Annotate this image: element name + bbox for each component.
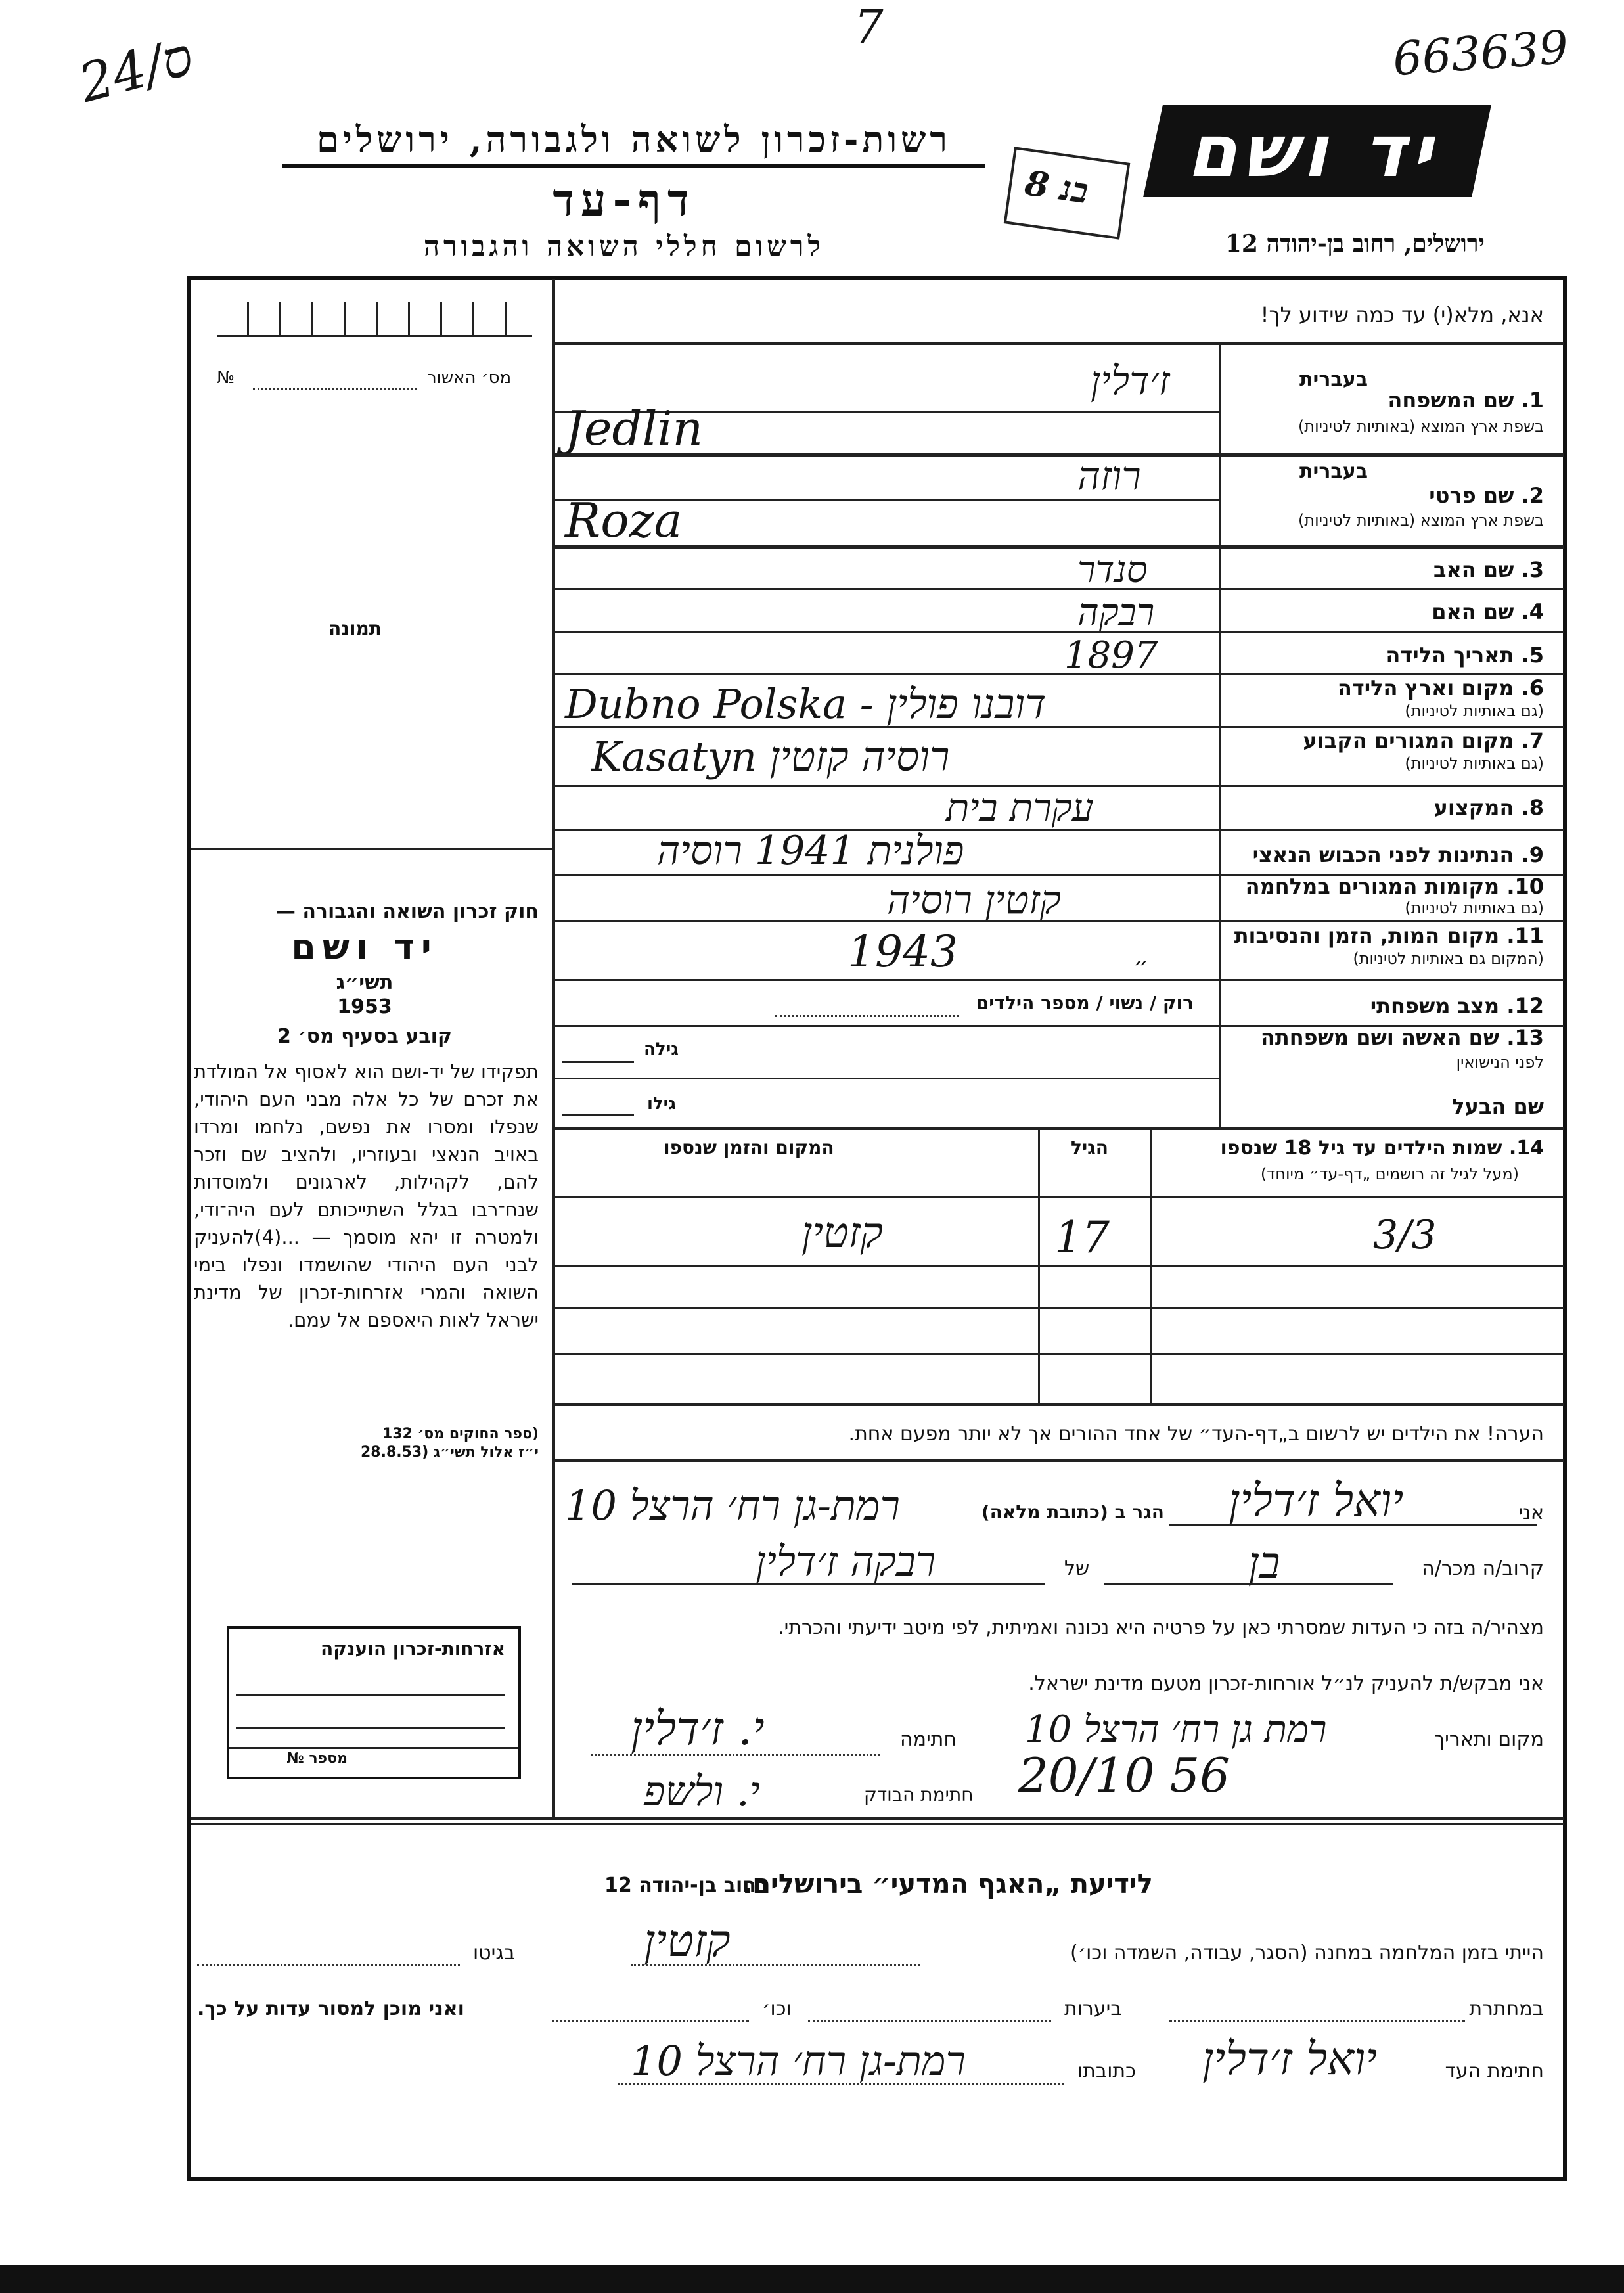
checker-label: חתימת הבודק xyxy=(864,1784,974,1805)
approval-no-sign: № xyxy=(217,368,235,388)
law-name: יד ושם xyxy=(291,926,438,968)
doc-subtitle: לרשום חללי השואה והגבורה xyxy=(423,230,825,262)
field-4-value: רבקה xyxy=(1077,591,1155,634)
field-11-line xyxy=(555,979,1564,981)
approval-line xyxy=(253,388,417,390)
org-line: רשות-זכרון לשואה ולגבורה, ירושלים xyxy=(282,118,985,168)
children-header-rule xyxy=(555,1196,1564,1198)
relation-of: של xyxy=(1064,1557,1090,1580)
registration-stamp xyxy=(1004,147,1131,240)
field-1-value-latin: Jedlin xyxy=(565,401,703,456)
field-7-sub2: (גם באותיות לטיניות) xyxy=(1405,754,1544,773)
citizenship-box xyxy=(227,1626,521,1779)
field-2-value-he: רוזה xyxy=(1077,453,1141,499)
citizenship-box-line-3 xyxy=(229,1747,518,1749)
law-clause: קובע בסעיף מס׳ 2 xyxy=(277,1025,453,1048)
children-sub: (מעל לגיל זה רושמים „דף-עד״ מיוחד) xyxy=(1260,1165,1519,1183)
relation-person-line xyxy=(572,1583,1045,1585)
field-10-value: קזטין רוסיה xyxy=(887,877,1062,923)
child-1-age: 17 xyxy=(1054,1212,1110,1263)
logo-text: יד ושם xyxy=(1183,109,1452,193)
date-value: 20/10 56 xyxy=(1018,1748,1230,1803)
field-11-label: 11. מקום המות, הזמן והנסיבות xyxy=(1234,923,1544,948)
footer-line3-start: חתימת העד xyxy=(1445,2060,1544,2083)
footer-divider-2 xyxy=(191,1823,1564,1825)
field-10-label: 10. מקומות המגורים במלחמה xyxy=(1245,874,1544,899)
scan-edge xyxy=(0,2265,1624,2293)
field-13-label: 13. שם האשה ושם משפחתה xyxy=(1260,1025,1544,1050)
field-13-age-line xyxy=(562,1061,634,1063)
rule-top xyxy=(555,342,1564,345)
witness-name-line xyxy=(1169,1524,1537,1526)
citizenship-box-line-2 xyxy=(236,1727,505,1729)
field-6-label: 6. מקום וארץ הלידה xyxy=(1337,675,1544,700)
field-12-line xyxy=(775,1015,959,1017)
footer-address: רחוב בן-יהודה 12 xyxy=(604,1874,768,1897)
footer-line3-address: רמת-גן רח׳ הרצל 10 xyxy=(631,2037,966,2085)
relation-prefix: קרוב/ה מכר/ה xyxy=(1422,1557,1544,1580)
handwritten-page-number: 24/ס xyxy=(72,26,200,114)
footer-line1-value: קזטין xyxy=(644,1915,731,1967)
sidebar-divider xyxy=(552,279,555,1817)
husband-age-line xyxy=(562,1114,634,1116)
field-9-value: פולנית 1941 רוסיה xyxy=(657,828,964,874)
relation-person: רבקה ז׳דלין xyxy=(756,1537,936,1585)
field-6-value: Dubno Polska - דובנו פולין xyxy=(565,680,1047,728)
instruction: אנא, מלא(י) עד כמה שידוע לך! xyxy=(1260,302,1544,327)
field-1-value-he: ז׳דלין xyxy=(1091,358,1170,404)
footer-line1-fill xyxy=(631,1964,920,1966)
children-label: 14. שמות הילדים עד גיל 18 שנספו xyxy=(1220,1137,1544,1160)
handwritten-file-number: 663639 xyxy=(1391,20,1570,87)
field-7-label: 7. מקום המגורים הקבוע xyxy=(1303,728,1544,753)
field-3-line xyxy=(555,588,1564,590)
signature-label: חתימה xyxy=(900,1728,957,1751)
field-3-label: 3. שם האב xyxy=(1433,557,1544,582)
children-top-rule xyxy=(555,1127,1564,1130)
footer-line3-fill xyxy=(618,2083,1064,2085)
footer-line2-mid2: וכו׳ xyxy=(762,1997,792,2020)
footer-line2-fill-1 xyxy=(1169,2020,1465,2022)
citizenship-box-title: אזרחות-זכרון הוענקה xyxy=(321,1638,505,1660)
approval-ticks xyxy=(217,302,532,337)
children-bottom-rule xyxy=(555,1403,1564,1406)
witness-address: רמת-גן רח׳ הרצל 10 xyxy=(565,1482,900,1530)
field-13-line xyxy=(555,1078,1219,1079)
citizenship-request: אני מבקש/ת להעניק לנ״ל אורחות-זכרון מטעם מדינת ישראל. xyxy=(1028,1672,1544,1695)
relation-line xyxy=(1104,1583,1393,1585)
place-date-value: רמת גן רח׳ הרצל 10 xyxy=(1025,1708,1327,1751)
field-1-sub1: בעברית xyxy=(1299,368,1368,391)
children-row-2 xyxy=(555,1307,1564,1309)
footer-divider xyxy=(191,1817,1564,1820)
children-col-place: המקום והזמן שנספו xyxy=(664,1137,834,1158)
footer-line2-end: ואני מוכן למסור עדות על כך. xyxy=(197,1997,464,2020)
child-1-name: 3/3 xyxy=(1373,1212,1437,1258)
field-4-line xyxy=(555,631,1564,633)
footer-title: לידיעת „האגף המדעי״ בירושלים. xyxy=(742,1869,1153,1899)
child-1-place: קזטין xyxy=(801,1209,883,1258)
citizenship-box-line-1 xyxy=(236,1694,505,1696)
header-address: ירושלים, רחוב בן-יהודה 12 xyxy=(1225,230,1485,258)
field-9-label: 9. הנתינות לפני הכבוש הנאצי xyxy=(1252,842,1544,867)
field-1-line-latin xyxy=(555,453,1564,457)
field-4-label: 4. שם האם xyxy=(1432,599,1544,624)
signature-value: י. ז׳דלין xyxy=(631,1702,765,1756)
footer-line2-fill-2 xyxy=(808,2020,1051,2022)
husband-age-label: גילו xyxy=(647,1094,676,1114)
footer-line3-sig: יואל ז׳דלין xyxy=(1202,2033,1378,2085)
field-8-value: עקרת בית xyxy=(946,785,1094,830)
field-5-value: 1897 xyxy=(1064,634,1158,677)
citizenship-box-number: מספר № xyxy=(286,1750,348,1767)
law-year: 1953 xyxy=(337,995,392,1018)
photo-label: תמונה xyxy=(328,618,382,639)
field-13-age-label: גילה xyxy=(644,1039,679,1059)
ditto-mark: ״ xyxy=(1133,953,1149,980)
photo-bottom-rule xyxy=(191,848,552,850)
children-row-3 xyxy=(555,1353,1564,1355)
field-7-value: Kasatyn רוסיה קזטין xyxy=(591,733,950,781)
witness-address-label: הגר ב (כתובת מלאה) xyxy=(981,1501,1164,1523)
field-12-label: 12. מצב משפחתי xyxy=(1370,993,1544,1018)
field-11-sub2: (המקום גם באותיות לטיניות) xyxy=(1353,949,1544,968)
note-bottom-rule xyxy=(555,1459,1564,1462)
law-title: חוק זכרון השואה והגבורה — xyxy=(275,900,539,923)
footer-line1-end: בגיטו xyxy=(473,1941,516,1964)
law-text: תפקידו של יד-ושם הוא לאסוף אל המולדת את זכרם של כל אלה מבני העם היהודי, שנפלו ומסרו את נפשם, נלחמו ומרדו באויב הנאצי ובעוזריו, ולהציב שם וזכר להם, לקהילות, לארגונים ולמוסדות שנח־רבו בגלל השתייכותם לעם היה־ודי, ולמטרה זו יהא מוסמך — ...(4)להעניק לבני העם היהודי שהושמדו ונפלו בימי השואה והמרי אזרחות-זכרון של מדינת ישראל לאות היאספם אל עמם. xyxy=(194,1060,539,1331)
law-source-1: (ספר החוקים מס׳ 132 xyxy=(382,1426,539,1442)
footer-line1-start: הייתי בזמן המלחמה במחנה (הסגר, עבודה, השמדה וכו׳) xyxy=(1070,1941,1544,1964)
footer-line2-fill-3 xyxy=(552,2020,749,2022)
stamp-text: 8 בנ xyxy=(1022,163,1091,212)
husband-label: שם הבעל xyxy=(1452,1094,1544,1119)
witness-name: יואל ז׳דלין xyxy=(1229,1475,1404,1527)
relation-value: בן xyxy=(1248,1537,1280,1588)
footer-line3-mid: כתובתו xyxy=(1077,2060,1136,2083)
field-2-value-latin: Roza xyxy=(565,493,683,548)
witness-prefix: אני xyxy=(1518,1501,1544,1524)
field-2-sub1: בעברית xyxy=(1299,460,1368,483)
field-11-value: 1943 xyxy=(847,926,958,977)
footer-line2-start: במחתרת xyxy=(1469,1997,1544,2020)
field-5-label: 5. תאריך הלידה xyxy=(1386,643,1544,668)
footer-line1-fill-2 xyxy=(197,1964,460,1966)
law-source-2: י״ז אלול תשי״ג (28.8.53 xyxy=(360,1444,539,1461)
law-year-he: תשי״ג xyxy=(336,971,394,994)
signature-line xyxy=(591,1754,880,1756)
declaration: מצהיר/ה בזה כי העדות שמסרתי כאן על פרטיה היא נכונה ואמיתית, לפי מיטב ידיעתי והכרתי. xyxy=(778,1616,1544,1639)
children-row-1 xyxy=(555,1265,1564,1267)
field-1-label: 1. שם המשפחה xyxy=(1387,388,1544,413)
field-8-label: 8. המקצוע xyxy=(1433,795,1544,820)
field-2-sub2: בשפת ארץ המוצא (באותיות לטיניות) xyxy=(1298,511,1544,530)
children-note: הערה! את הילדים יש לרשום ב„דף-העד״ של אחד ההורים אך לא יותר מפעם אחת. xyxy=(848,1422,1544,1445)
field-6-sub2: (גם באותיות לטיניות) xyxy=(1405,702,1544,720)
field-2-label: 2. שם פרטי xyxy=(1429,483,1544,508)
field-12-options: רוק / נשוי / מספר הילדים xyxy=(976,992,1194,1014)
doc-title: דף-עד xyxy=(553,174,696,227)
approval-label: מס׳ האשור xyxy=(427,368,512,388)
field-10-sub2: (גם באותיות לטיניות) xyxy=(1405,899,1544,917)
field-1-sub2: בשפת ארץ המוצא (באותיות לטיניות) xyxy=(1298,417,1544,436)
field-3-value: סנדר xyxy=(1077,549,1148,591)
checker-value: י. ולשפ xyxy=(644,1767,760,1815)
handwritten-mark: 7 xyxy=(854,0,884,54)
children-col-age: הגיל xyxy=(1071,1137,1108,1158)
place-date-label: מקום ותאריך xyxy=(1434,1728,1544,1751)
label-column-divider xyxy=(1219,345,1221,1127)
field-13-sub2: לפני הנישואין xyxy=(1456,1053,1544,1072)
yad-vashem-logo xyxy=(1143,105,1491,197)
field-2-line-latin xyxy=(555,545,1564,549)
field-10-line xyxy=(555,920,1564,922)
footer-line2-mid: ביערות xyxy=(1064,1997,1122,2020)
